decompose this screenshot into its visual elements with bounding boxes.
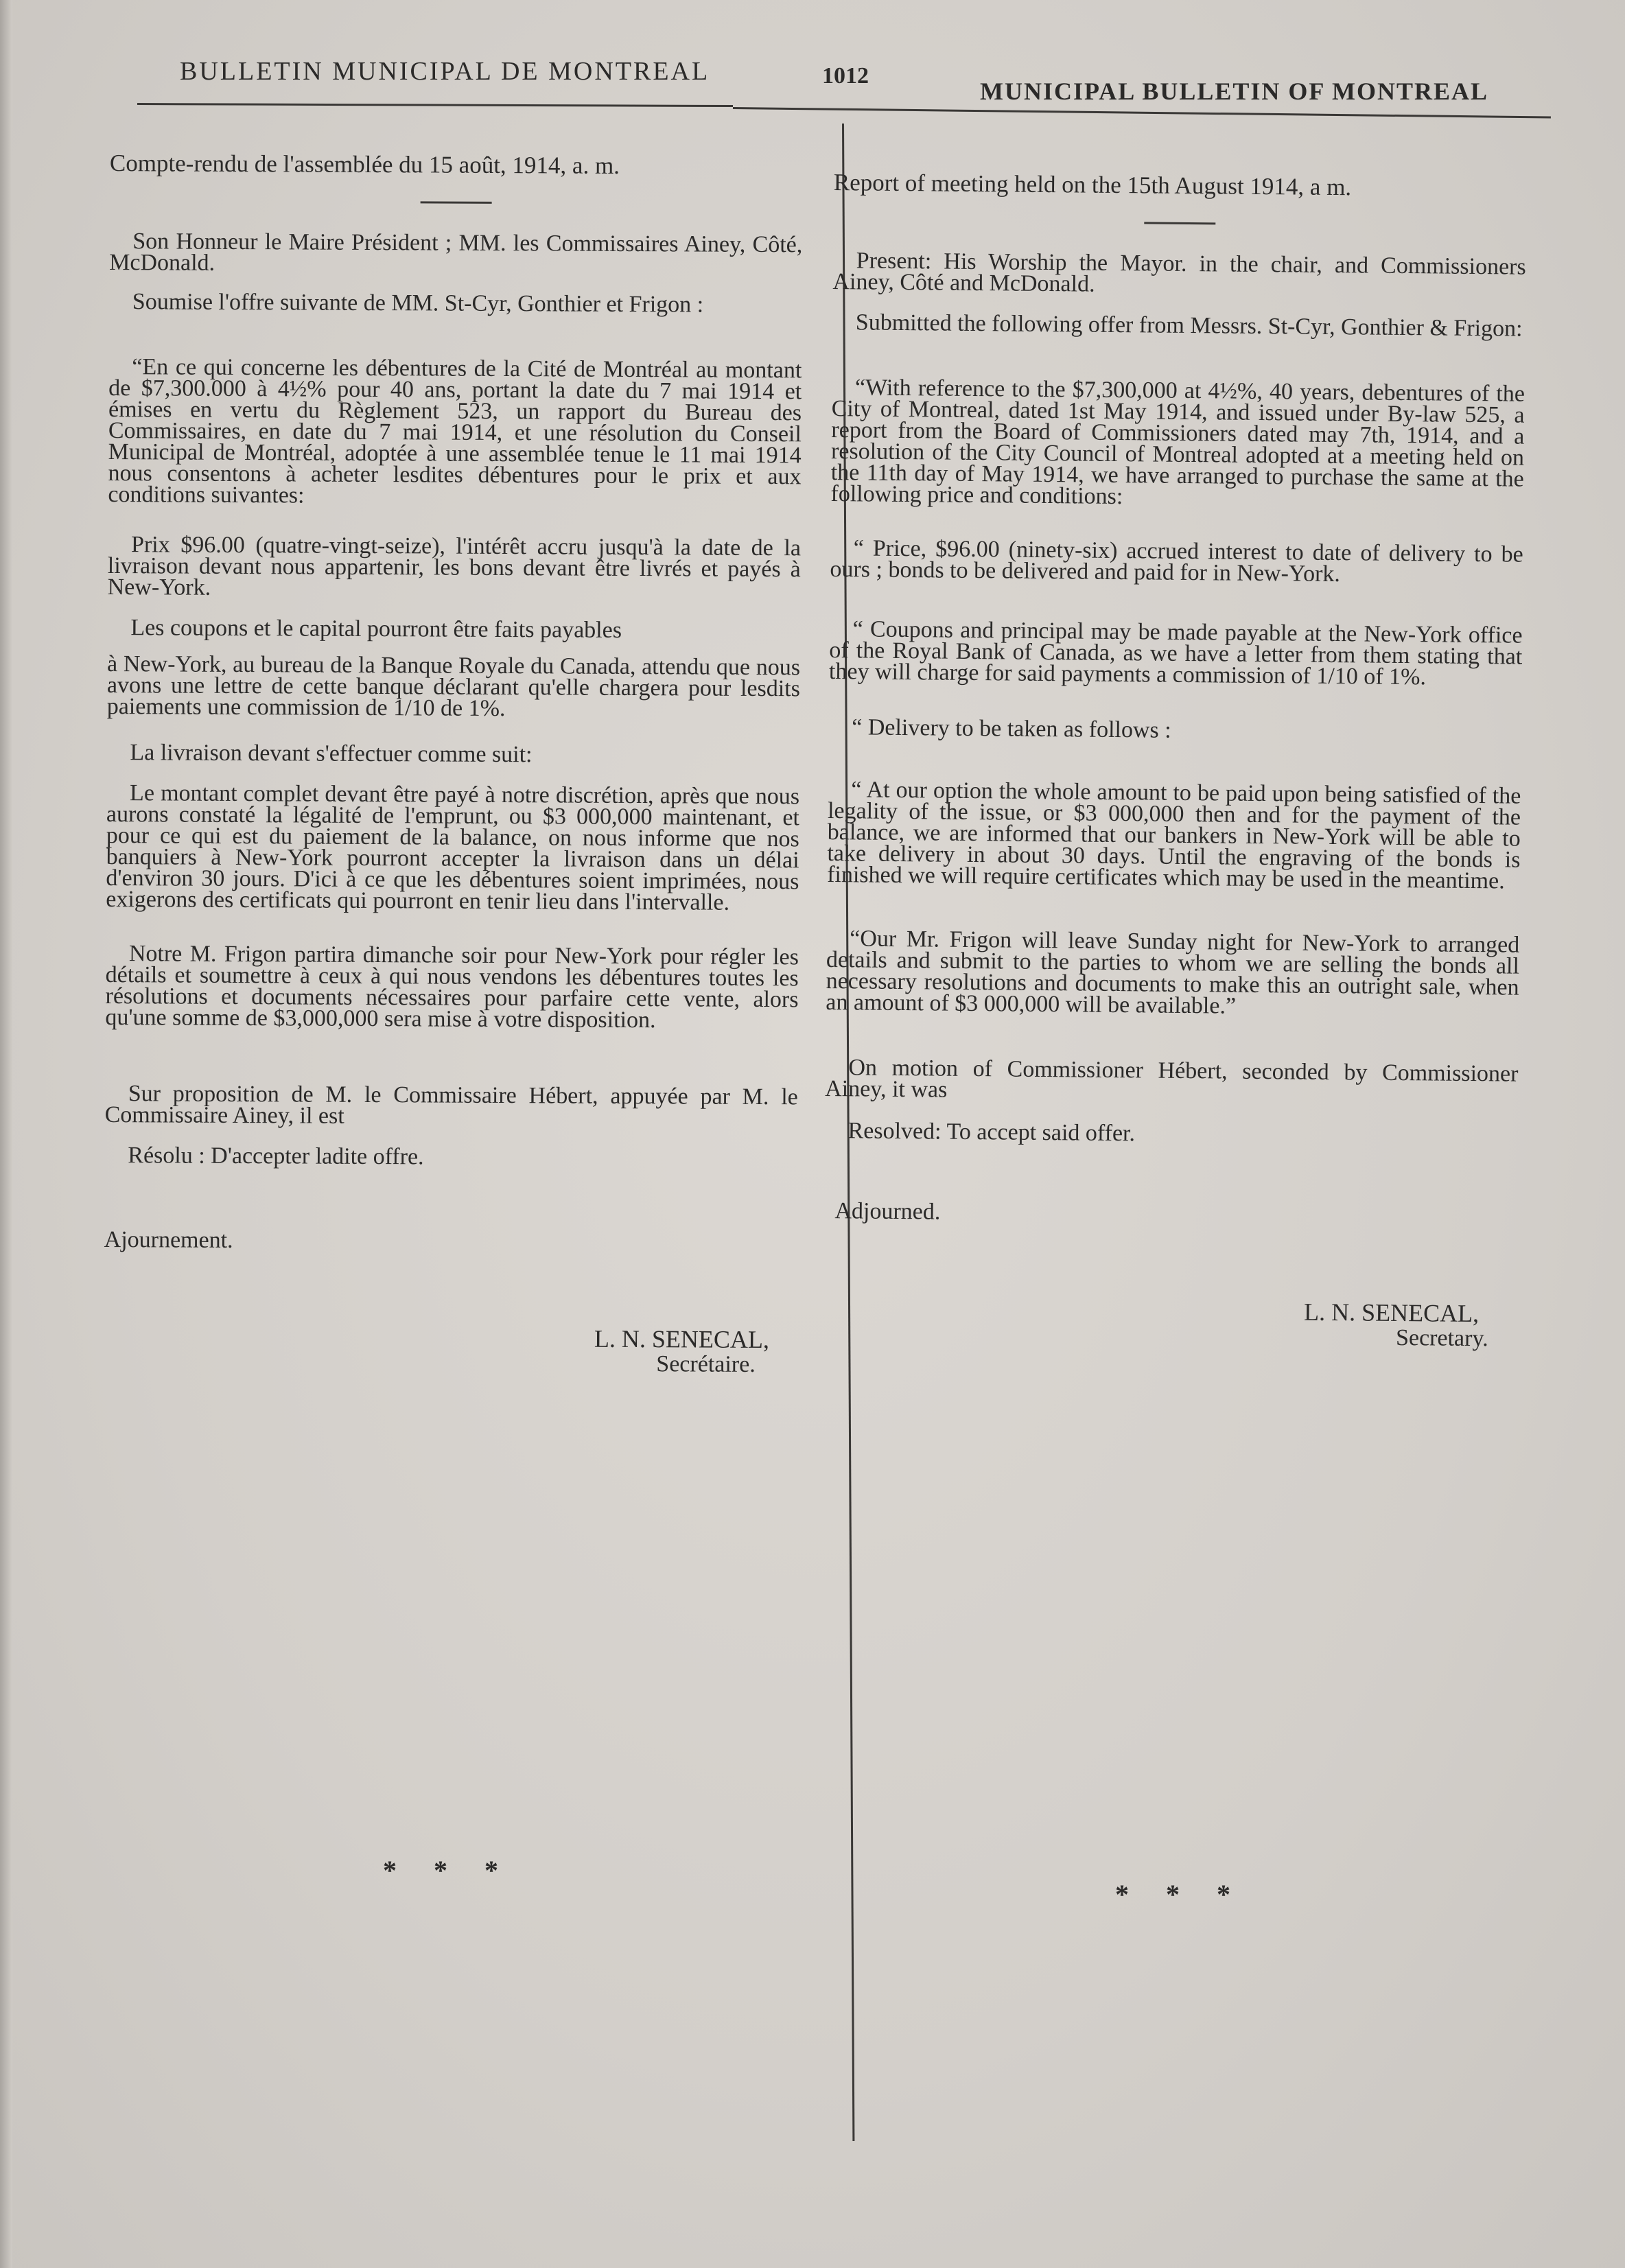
english-coupons: “ Coupons and principal may be made payable at the New-York office of the Royal Bank of Canada, as we have a letter from them stating that they will charge for said payments a commission of 1/10 of 1%. [828, 616, 1523, 690]
french-delivery: La livraison devant s'effectuer comme suit: [130, 740, 533, 768]
english-title-rule [1144, 222, 1215, 224]
french-title-rule [421, 201, 492, 204]
page-binding-edge [0, 0, 12, 2268]
header-english-title: MUNICIPAL BULLETIN OF MONTREAL [980, 78, 1489, 105]
english-submitted: Submitted the following offer from Messrs. St-Cyr, Gonthier & Frigon: [855, 309, 1523, 342]
english-signature-title: Secretary. [1395, 1324, 1488, 1352]
english-motion: On motion of Commissioner Hébert, seconded by Commissioner Ainey, it was [824, 1055, 1519, 1103]
french-column [104, 152, 803, 1375]
english-offer-intro: “With reference to the $7,300,000 at 4½%, 40 years, debentures of the City of Montreal, dated 1st May 1914, and issued under By-law 525, a report from the Board of Commissioners dated may 7th, 1914, and a resolution of the City Council of Montreal adopted at a meeting held on the 11th day of May 1914, we have arranged to purchase the same at the following price and conditions: [830, 375, 1525, 510]
english-frigon: “Our Mr. Frigon will leave Sunday night for New-York to arranged details and submit to the parties to whom we are selling the bonds all necessary resolutions and documents to make this an outright sale, when an amount of $3 000,000 will be available.” [826, 926, 1520, 1019]
header-rule-left [137, 103, 733, 107]
english-option: “ At our option the whole amount to be paid upon being satisfied of the legality of the issue, or $3 000,000 then and for the payment of the balance, we are informed that our bankers in New-York will be able to take delivery in about 30 days. Until the engraving of the bonds is finished we will require certificates which may be used in the meantime. [826, 777, 1521, 894]
header-rule-right [733, 107, 1551, 119]
english-present: Present: His Worship the Mayor. in the chair, and Commissioners Ainey, Côté and McDonald. [832, 248, 1526, 297]
french-signature-title: Secrétaire. [656, 1351, 756, 1377]
english-title: Report of meeting held on the 15th August 1914, a m. [833, 169, 1352, 201]
french-adjourned: Ajournement. [104, 1226, 233, 1253]
english-signature-name: L. N. SENECAL, [1303, 1298, 1480, 1328]
french-signature-name: L. N. SENECAL, [594, 1324, 770, 1354]
french-coupons: à New-York, au bureau de la Banque Royale du Canada, attendu que nous avons une lettre de cette banque déclarant qu'elle chargera pour lesdits paiements une commission de 1/10 de 1%. [106, 651, 801, 722]
english-section-end-stars: * * * [1115, 1879, 1246, 1910]
english-column [823, 169, 1527, 1352]
english-resolved: Resolved: To accept said offer. [847, 1118, 1136, 1147]
english-adjourned: Adjourned. [834, 1198, 941, 1225]
french-resolved: Résolu : D'accepter ladite offre. [128, 1143, 424, 1170]
header-french-title: BULLETIN MUNICIPAL DE MONTREAL [180, 57, 710, 86]
french-price: Prix $96.00 (quatre-vingt-seize), l'intérêt accru jusqu'à la date de la livraison devant nous appartenir, les bons devant être livrés et payés à New-York. [107, 532, 802, 600]
french-title: Compte-rendu de l'assemblée du 15 août, 1914, a. m. [109, 150, 620, 179]
page-number: 1012 [822, 63, 869, 89]
french-offer-intro: “En ce qui concerne les débentures de la Cité de Montréal au montant de $7,300.000 à 4½% pour 40 ans, portant la date du 7 mai 1914 et émises en vertu du Règlement 523, un rapport du Bureau des Commissaires, en date du 7 mai 1914, et une résolution du Conseil Municipal de Montréal, adoptée à une assemblée tenue le 11 mai 1914 nous consentons à acheter lesdites débentures pour le prix et aux conditions suivantes: [108, 354, 802, 508]
english-delivery: “ Delivery to be taken as follows : [852, 714, 1171, 743]
french-motion: Sur proposition de M. le Commissaire Hébert, appuyée par M. le Commissaire Ainey, il est [104, 1081, 798, 1129]
french-option: Le montant complet devant être payé à notre discrétion, après que nous aurons constaté la légalité de l'emprunt, ou $3 000,000 maintenant, et pour ce qui est du paiement de la balance, on nous informe que nos banquiers à New-York pourront accepter la livraison dans un délai d'environ 30 jours. D'ici à ce que les débentures soient imprimées, nous exigerons des certificats qui pourront en tenir lieu dans l'intervalle. [106, 780, 800, 915]
french-section-end-stars: * * * [383, 1855, 513, 1886]
french-present: Son Honneur le Maire Président ; MM. les Commissaires Ainey, Côté, McDonald. [109, 229, 803, 276]
english-price: “ Price, $96.00 (ninety-six) accrued interest to date of delivery to be ours ; bonds to be delivered and paid for in New-York. [830, 535, 1523, 587]
french-coupons-first-line: Les coupons et le capital pourront être faits payables [130, 615, 622, 643]
french-frigon: Notre M. Frigon partira dimanche soir pour New-York pour régler les détails et soumettre à ceux à qui nous vendons les débentures toutes les résolutions et documents nécessaires pour parfaire cette vente, alors qu'une somme de $3,000,000 sera mise à votre disposition. [105, 941, 799, 1033]
french-submitted: Soumise l'offre suivante de MM. St-Cyr, Gonthier et Frigon : [132, 289, 704, 318]
